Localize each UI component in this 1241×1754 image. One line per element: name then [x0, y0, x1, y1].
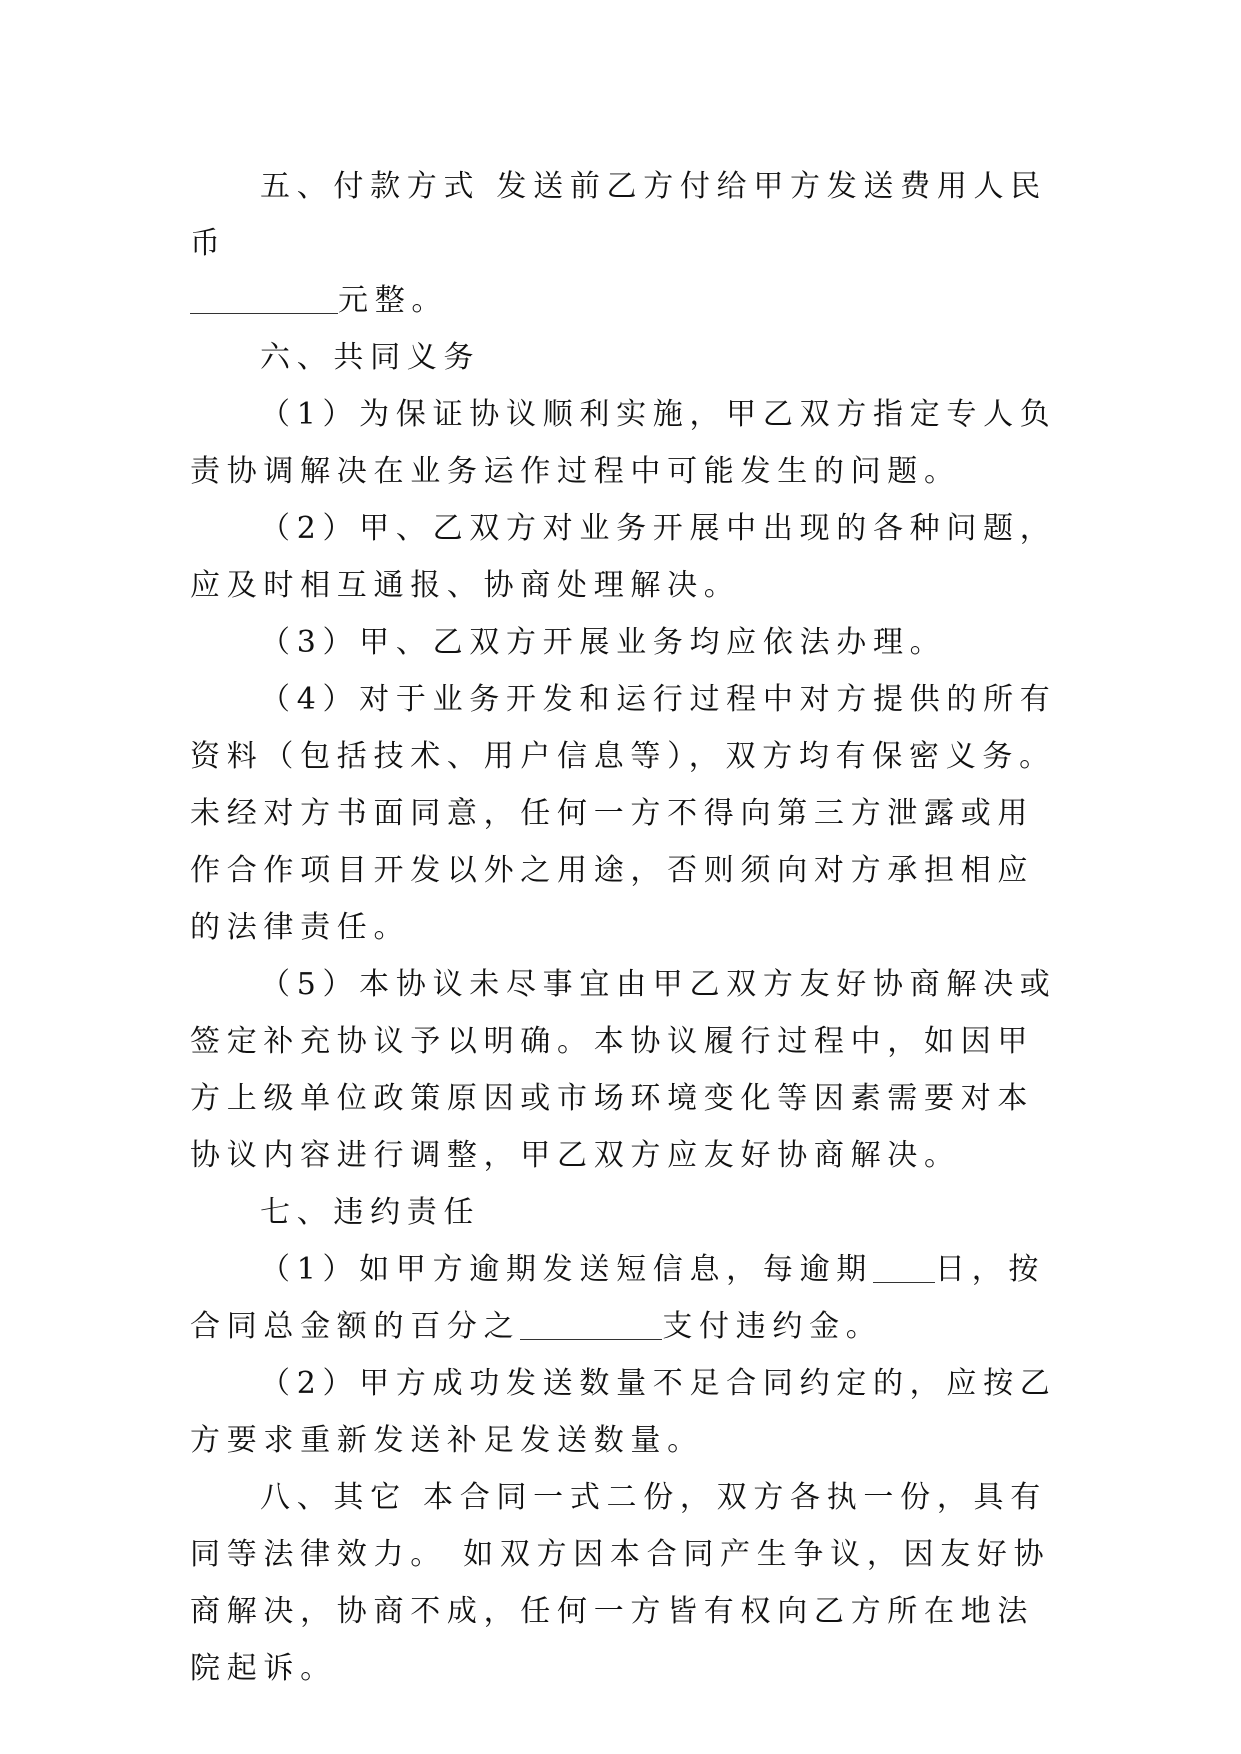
section-7-item-1-part-3: 支付违约金。	[662, 1309, 883, 1344]
section-5-payment	[190, 158, 1060, 329]
section-5-text: 五、付款方式 发送前乙方付给甲方发送费用人民币	[190, 169, 1047, 261]
section-7-item-1-part-2: 日，按合同总金额的百分之	[190, 1252, 1046, 1344]
section-6-item-2: （2）甲、乙双方对业务开展中出现的各种问题，应及时相互通报、协商处理解决。	[190, 511, 1057, 603]
section-6-item-1: （1）为保证协议顺利实施，甲乙双方指定专人负责协调解决在业务运作过程中可能发生的问题。	[190, 397, 1057, 489]
section-5-after-blank: 元整。	[338, 283, 449, 318]
section-7-item-2: （2）甲方成功发送数量不足合同约定的，应按乙方要求重新发送补足发送数量。	[190, 1366, 1057, 1458]
section-7-item-1-part-1: （1）如甲方逾期发送短信息，每逾期	[260, 1252, 873, 1287]
section-7-item-1	[190, 1241, 1060, 1355]
section-6-item-3: （3）甲、乙双方开展业务均应依法办理。	[260, 625, 947, 660]
section-6-item-4: （4）对于业务开发和运行过程中对方提供的所有资料（包括技术、用户信息等），双方均有保密义务。未经对方书面同意，任何一方不得向第三方泄露或用作合作项目开发以外之用途，否则须向对方承担相应的法律责任。	[190, 682, 1057, 945]
percent-blank	[520, 1309, 662, 1340]
days-blank	[873, 1252, 935, 1283]
section-6-item-5: （5）本协议未尽事宜由甲乙双方友好协商解决或签定补充协议予以明确。本协议履行过程中，如因甲方上级单位政策原因或市场环境变化等因素需要对本协议内容进行调整，甲乙双方应友好协商解决。	[190, 967, 1057, 1173]
document-body	[190, 158, 1060, 1697]
section-8-other: 八、其它 本合同一式二份，双方各执一份，具有同等法律效力。 如双方因本合同产生争议，因友好协商解决，协商不成，任何一方皆有权向乙方所在地法院起诉。	[190, 1480, 1051, 1686]
section-6-heading: 六、共同义务	[260, 340, 481, 375]
section-7-heading: 七、违约责任	[260, 1195, 481, 1230]
amount-blank	[190, 283, 338, 314]
